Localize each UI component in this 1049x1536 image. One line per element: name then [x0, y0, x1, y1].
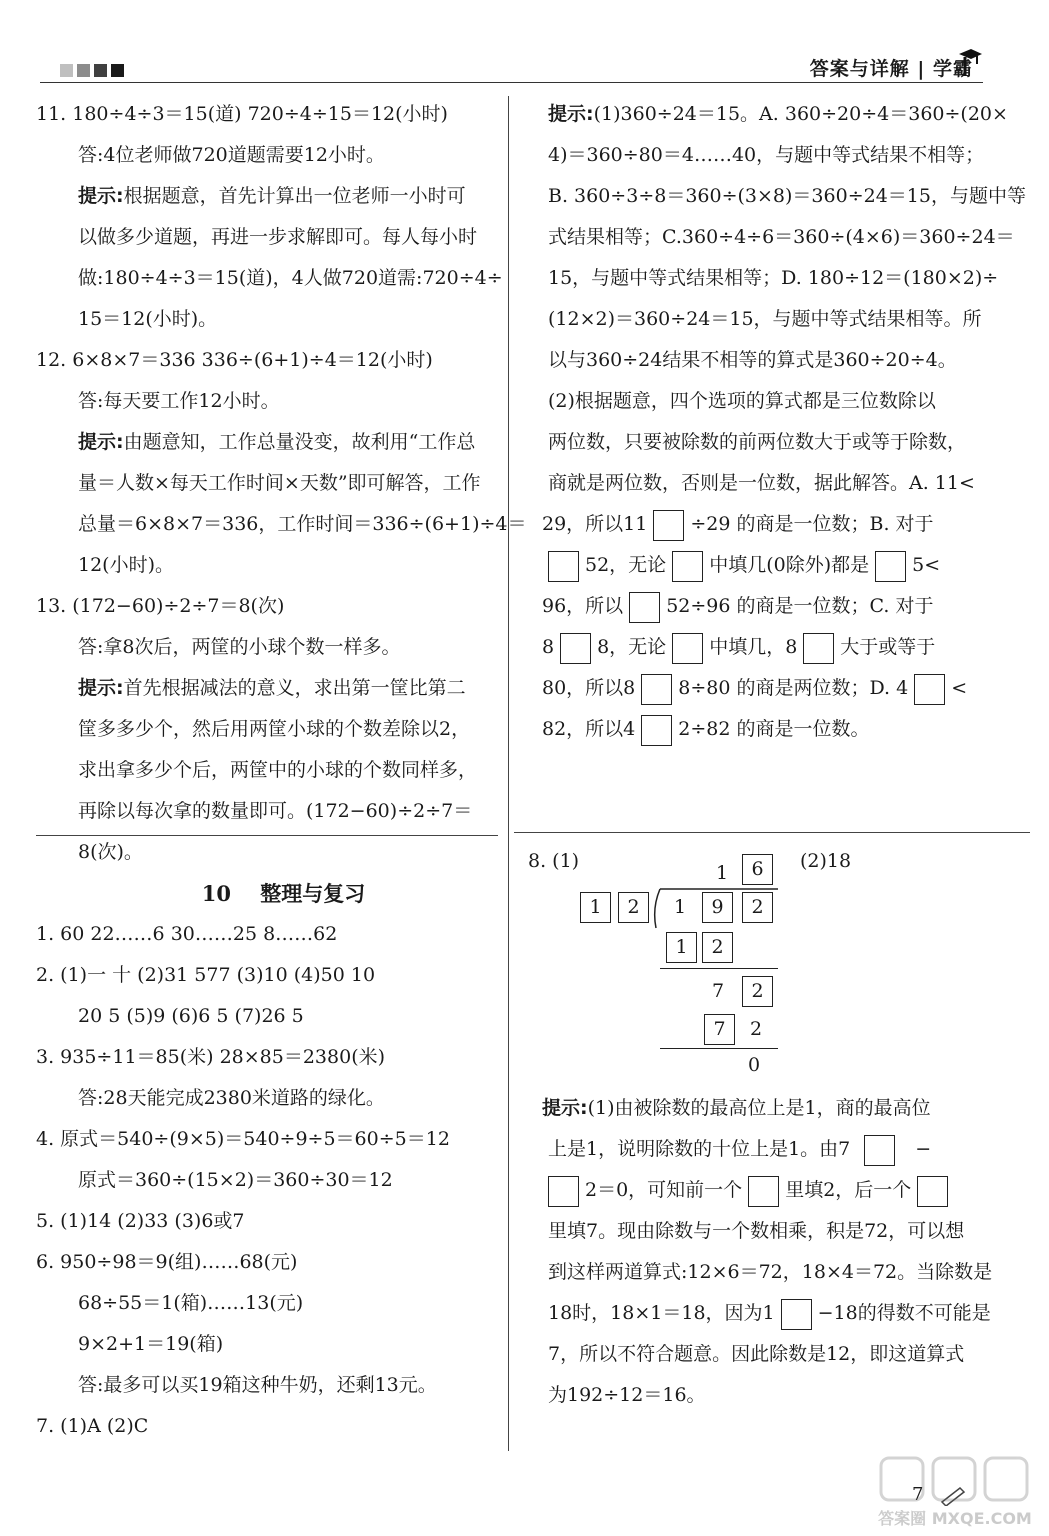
q11-hint-4: 15＝12(小时)。	[78, 308, 218, 330]
q13-answer: 答:拿8次后，两筐的小球个数一样多。	[78, 636, 401, 658]
division-line-1	[660, 968, 778, 969]
header-title-text: 答案与详解	[809, 58, 910, 80]
r-text-12a: 52，无论	[585, 554, 667, 576]
r-text-13a: 96，所以	[542, 595, 624, 617]
r-text-15b: 8÷80 的商是两位数；D. 4	[678, 677, 909, 699]
blank-box	[781, 1299, 812, 1330]
header-squares	[60, 64, 124, 77]
division-line-2	[660, 1048, 778, 1049]
review-4a: 4. 原式＝540÷(9×5)＝540÷9÷5＝60÷5＝12	[36, 1128, 450, 1150]
review-7: 7. (1)A (2)C	[36, 1415, 149, 1437]
header-square-3	[94, 64, 107, 77]
review-6c: 9×2+1＝19(箱)	[78, 1333, 224, 1355]
review-2b: 20 5 (5)9 (6)6 5 (7)26 5	[78, 1005, 304, 1027]
r-text-11a: 29，所以11	[542, 513, 648, 535]
q12-hint-4: 12(小时)。	[78, 554, 175, 576]
r-line-5: 15，与题中等式结果相等；D. 180÷12＝(180×2)÷	[548, 267, 999, 289]
header-separator: |	[917, 58, 933, 80]
r-line-7: 以与360÷24结果不相等的算式是360÷20÷4。	[548, 349, 957, 371]
r-line-1	[548, 94, 1008, 135]
q13-hint-1	[36, 668, 501, 709]
blank-box	[548, 1176, 579, 1207]
q8-hint-text-6a: 18时，18×1＝18，因为1	[548, 1302, 775, 1324]
q8-label: 8. (1)	[528, 850, 580, 872]
divisor-digit-1: 1	[580, 892, 611, 923]
r-text-14d: 大于或等于	[840, 636, 936, 658]
r-text-12c: 5<	[912, 554, 941, 576]
review-1: 1. 60 22……6 30……25 8……62	[36, 923, 338, 945]
header-brand: 学霸	[932, 58, 973, 80]
q11-answer: 答:4位老师做720道题需要12小时。	[78, 144, 385, 166]
r-text-14c: 中填几，8	[709, 636, 798, 658]
step1-digit-2: 2	[702, 932, 733, 963]
step1-digit-1: 1	[666, 932, 697, 963]
r-line-10: 商就是两位数，否则是一位数，据此解答。A. 11<	[548, 472, 975, 494]
blank-box	[629, 592, 660, 623]
r-line-6: (12×2)＝360÷24＝15，与题中等式结果相等。所	[548, 308, 982, 330]
q8-hint-8: 为192÷12＝16。	[548, 1384, 706, 1406]
hint-text: 首先根据减法的意义，求出第一筐比第二	[123, 677, 466, 699]
r-line-3: B. 360÷3÷8＝360÷(3×8)＝360÷24＝15，与题中等	[548, 185, 1026, 207]
quotient-digit-2: 6	[742, 854, 773, 885]
blank-box	[560, 633, 591, 664]
blank-box	[641, 674, 672, 705]
q13-equation: 13. (172−60)÷2÷7＝8(次)	[36, 595, 285, 617]
header-title	[810, 54, 973, 81]
header-square-1	[60, 64, 73, 77]
r-text-15c: <	[951, 677, 968, 699]
blank-box	[803, 633, 834, 664]
section-title-text: 整理与复习	[260, 881, 366, 906]
q12-hint-3: 总量＝6×8×7＝336，工作时间＝336÷(6+1)÷4＝	[78, 513, 527, 535]
q8-hint-5: 到这样两道算式:12×6＝72，18×4＝72。当除数是	[548, 1261, 993, 1283]
review-6b: 68÷55＝1(箱)……13(元)	[78, 1292, 304, 1314]
r-line-15	[542, 668, 988, 709]
q8-hint	[542, 1088, 993, 1416]
q13-hint-3: 求出拿多少个后，两筐中的小球的个数同样多，	[78, 759, 478, 781]
dividend-digit-1: 1	[674, 896, 687, 918]
r-line-11	[542, 504, 988, 545]
q8-hint-text-2a: 上是1，说明除数的十位上是1。由7	[548, 1138, 851, 1160]
review-5: 5. (1)14 (2)33 (3)6或7	[36, 1210, 245, 1232]
watermark-logo	[875, 1452, 1035, 1530]
q8-hint-text-2b: −	[915, 1138, 932, 1160]
q12-equation: 12. 6×8×7＝336 336÷(6+1)÷4＝12(小时)	[36, 349, 433, 371]
r-line-14	[542, 627, 988, 668]
r-line-13	[542, 586, 988, 627]
r-text-13b: 52÷96 的商是一位数；C. 对于	[666, 595, 934, 617]
review-6a: 6. 950÷98＝9(组)……68(元)	[36, 1251, 298, 1273]
q11-hint-1	[36, 176, 501, 217]
right-column	[542, 94, 1026, 750]
q11-hint-3: 做:180÷4÷3＝15(道)，4人做720道需:720÷4÷	[78, 267, 503, 289]
blank-box	[914, 674, 945, 705]
long-division	[528, 846, 988, 1086]
q8-hint-3	[542, 1170, 988, 1211]
q8-hint-6	[548, 1293, 991, 1334]
review-3a: 3. 935÷11＝85(米) 28×85＝2380(米)	[36, 1046, 386, 1068]
step2-digit-2: 2	[742, 976, 773, 1007]
section-number: 10	[201, 881, 231, 906]
q11-hint-2: 以做多少道题，再进一步求解即可。每人每小时	[78, 226, 478, 248]
section-title	[36, 873, 501, 914]
review-4b: 原式＝360÷(15×2)＝360÷30＝12	[78, 1169, 393, 1191]
q8-hint-text-6b: −18的得数不可能是	[817, 1302, 991, 1324]
q13-hint-4: 再除以每次拿的数量即可。(172−60)÷2÷7＝	[78, 800, 473, 822]
step3-digit-1: 7	[704, 1014, 735, 1045]
blank-box	[672, 633, 703, 664]
hint-label: 提示:	[548, 103, 594, 125]
q13-hint-5: 8(次)。	[78, 841, 143, 863]
r-text-12b: 中填几(0除外)都是	[709, 554, 870, 576]
review-6d: 答:最多可以买19箱这种牛奶，还剩13元。	[78, 1374, 437, 1396]
r-text-1: (1)360÷24＝15。A. 360÷20÷4＝360÷(20×	[593, 103, 1008, 125]
hint-label: 提示:	[78, 431, 124, 453]
quotient-digit-1: 1	[716, 862, 729, 884]
q8-hint-text-1: (1)由被除数的最高位上是1，商的最高位	[587, 1097, 931, 1119]
watermark-text: 答案圈 MXQE.COM	[878, 1509, 1032, 1528]
review-2a: 2. (1)一 十 (2)31 577 (3)10 (4)50 10	[36, 964, 376, 986]
r-line-8: (2)根据题意，四个选项的算式都是三位数除以	[548, 390, 936, 412]
dividend-digit-3: 2	[742, 892, 773, 923]
right-rule	[514, 832, 1030, 833]
blank-box	[875, 551, 906, 582]
header-square-2	[77, 64, 90, 77]
r-line-12	[542, 545, 988, 586]
q12-hint-1	[36, 422, 501, 463]
q8-hint-4: 里填7。现由除数与一个数相乘，积是72，可以想	[548, 1220, 965, 1242]
r-line-16	[542, 709, 988, 750]
r-text-16a: 82，所以4	[542, 718, 636, 740]
blank-box	[748, 1176, 779, 1207]
step2-digit-1: 7	[712, 980, 725, 1002]
q8-hint-text-3b: 里填2，后一个	[785, 1179, 912, 1201]
left-column	[36, 94, 527, 1447]
q8-hint-2	[548, 1129, 988, 1170]
dividend-digit-2: 9	[702, 892, 733, 923]
r-line-9: 两位数，只要被除数的前两位数大于或等于除数，	[548, 431, 967, 453]
q11-equation: 11. 180÷4÷3＝15(道) 720÷4÷15＝12(小时)	[36, 103, 448, 125]
blank-box	[917, 1176, 948, 1207]
column-divider	[508, 96, 509, 1451]
blank-box	[548, 551, 579, 582]
blank-box	[653, 510, 684, 541]
q8-hint-text-3a: 2＝0，可知前一个	[585, 1179, 743, 1201]
hint-label: 提示:	[78, 677, 124, 699]
review-3b: 答:28天能完成2380米道路的绿化。	[78, 1087, 385, 1109]
blank-box	[864, 1135, 895, 1166]
r-text-16b: 2÷82 的商是一位数。	[678, 718, 870, 740]
hint-label: 提示:	[78, 185, 124, 207]
header-rule	[40, 82, 983, 83]
graduation-cap-icon	[957, 46, 983, 78]
blank-box	[641, 715, 672, 746]
hint-label: 提示:	[542, 1097, 588, 1119]
q8-part2: (2)18	[800, 850, 852, 872]
r-text-15a: 80，所以8	[542, 677, 636, 699]
hint-text: 根据题意，首先计算出一位老师一小时可	[123, 185, 466, 207]
page-number: 7	[912, 1484, 924, 1505]
r-line-4: 式结果相等；C.360÷4÷6＝360÷(4×6)＝360÷24＝	[548, 226, 1015, 248]
r-text-14a: 8	[542, 636, 555, 658]
q8-hint-1	[542, 1088, 988, 1129]
remainder: 0	[748, 1054, 761, 1076]
r-text-11b: ÷29 的商是一位数；B. 对于	[690, 513, 934, 535]
header-square-4	[111, 64, 124, 77]
hint-text: 由题意知，工作总量没变，故利用“工作总	[123, 431, 476, 453]
step3-digit-2: 2	[750, 1018, 763, 1040]
q12-answer: 答:每天要工作12小时。	[78, 390, 280, 412]
q8-hint-7: 7，所以不符合题意。因此除数是12，即这道算式	[548, 1343, 965, 1365]
divisor-digit-2: 2	[618, 892, 649, 923]
blank-box	[672, 551, 703, 582]
r-text-14b: 8，无论	[597, 636, 667, 658]
r-line-2: 4)＝360÷80＝4……40，与题中等式结果不相等；	[548, 144, 985, 166]
q13-hint-2: 筐多多少个，然后用两筐小球的个数差除以2，	[78, 718, 471, 740]
q12-hint-2: 量＝人数×每天工作时间×天数”即可解答，工作	[78, 472, 481, 494]
